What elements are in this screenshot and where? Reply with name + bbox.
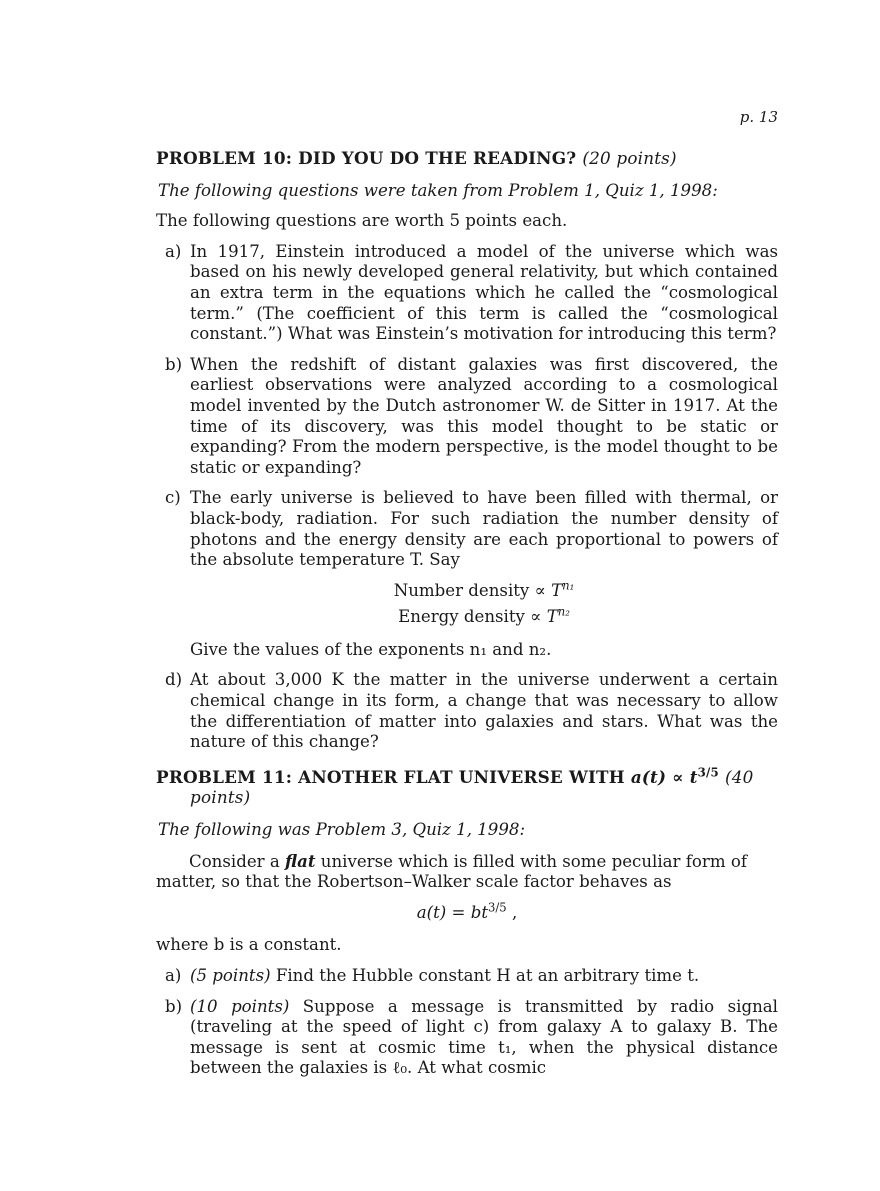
problem-10-heading	[156, 148, 778, 169]
item-label: b)	[165, 354, 183, 374]
problem-10-title: PROBLEM 10: DID YOU DO THE READING?	[156, 148, 577, 168]
problem-10-points: (20 points)	[582, 148, 677, 168]
problem-11-intro: Consider a flat universe which is filled with some peculiar form of matter, so that the Robertson–Walker scale factor behaves as	[156, 850, 747, 892]
energy-density-equation: Energy density ∝ $T^{n_2}$	[398, 604, 570, 627]
item-text: The early universe is believed to have been filled with thermal, or black-body, radiation. For such radiation the number density of photons and the energy density are each proportional to powers of the absolute temperature T. Say	[190, 488, 778, 570]
item-points: (5 points)	[190, 966, 271, 985]
list-item	[156, 355, 778, 479]
item-label: d)	[165, 670, 183, 690]
list-item	[156, 966, 778, 987]
problem-11-list	[156, 966, 778, 1079]
item-text: In 1917, Einstein introduced a model of the universe which was based on his newly developed general relativity, but which contained an extra term in the equations which he called the “cosmological term.” (The coefficient of this term is called the “cosmological constant.”) What was Einstein’s motivation for introducing this term?	[190, 241, 778, 344]
problem-11-source: The following was Problem 3, Quiz 1, 1998:	[158, 820, 526, 840]
scale-factor-equation: $a(t) = bt^{3/5}$ ,	[416, 900, 518, 922]
proportionality-equations	[190, 578, 778, 628]
item-text: Suppose a message is transmitted by radio signal (traveling at the speed of light c) from galaxy A to galaxy B. The message is sent at cosmic time t₁, when the physical distance between the galaxies is ℓ₀. At what cosmic	[190, 996, 778, 1078]
problem-11-where: where b is a constant.	[156, 935, 342, 955]
problem-11-title-math: a(t) ∝ t	[630, 766, 698, 787]
problem-11-title-exponent: 3/5	[697, 765, 719, 780]
number-density-equation: Number density ∝ $T^{n_1}$	[393, 578, 575, 600]
item-label: a)	[165, 966, 182, 985]
flat-emphasis: flat	[285, 850, 316, 871]
item-points: (10 points)	[190, 996, 290, 1016]
item-follow-text: Give the values of the exponents n₁ and n₂.	[190, 639, 552, 659]
list-item	[156, 488, 778, 660]
problem-11-heading	[156, 767, 778, 808]
list-item	[156, 242, 778, 345]
item-label: b)	[165, 996, 183, 1016]
list-item	[156, 670, 778, 752]
page-content	[156, 148, 778, 1089]
page-number: p. 13	[739, 108, 778, 126]
problem-10-list	[156, 242, 778, 753]
item-text: Find the Hubble constant H at an arbitrary time t.	[270, 966, 700, 985]
item-label: a)	[165, 241, 182, 261]
item-label: c)	[165, 488, 181, 508]
list-item	[156, 997, 778, 1079]
problem-11-title: PROBLEM 11: ANOTHER FLAT UNIVERSE WITH	[156, 766, 631, 787]
item-text: At about 3,000 K the matter in the universe underwent a certain chemical change in its form, a change that was necessary to allow the differentiation of matter into galaxies and stars. What was the nature of this change?	[190, 670, 778, 752]
problem-10-source: The following questions were taken from Problem 1, Quiz 1, 1998:	[158, 180, 718, 200]
item-text: When the redshift of distant galaxies was first discovered, the earliest observations were analyzed according to a cosmological model invented by the Dutch astronomer W. de Sitter in 1917. At the time of its discovery, was this model thought to be static or expanding? From the modern perspective, is the model thought to be static or expanding?	[190, 354, 778, 477]
problem-11-points: (40 points)	[190, 766, 754, 808]
problem-10-worth: The following questions are worth 5 points each.	[156, 211, 568, 231]
